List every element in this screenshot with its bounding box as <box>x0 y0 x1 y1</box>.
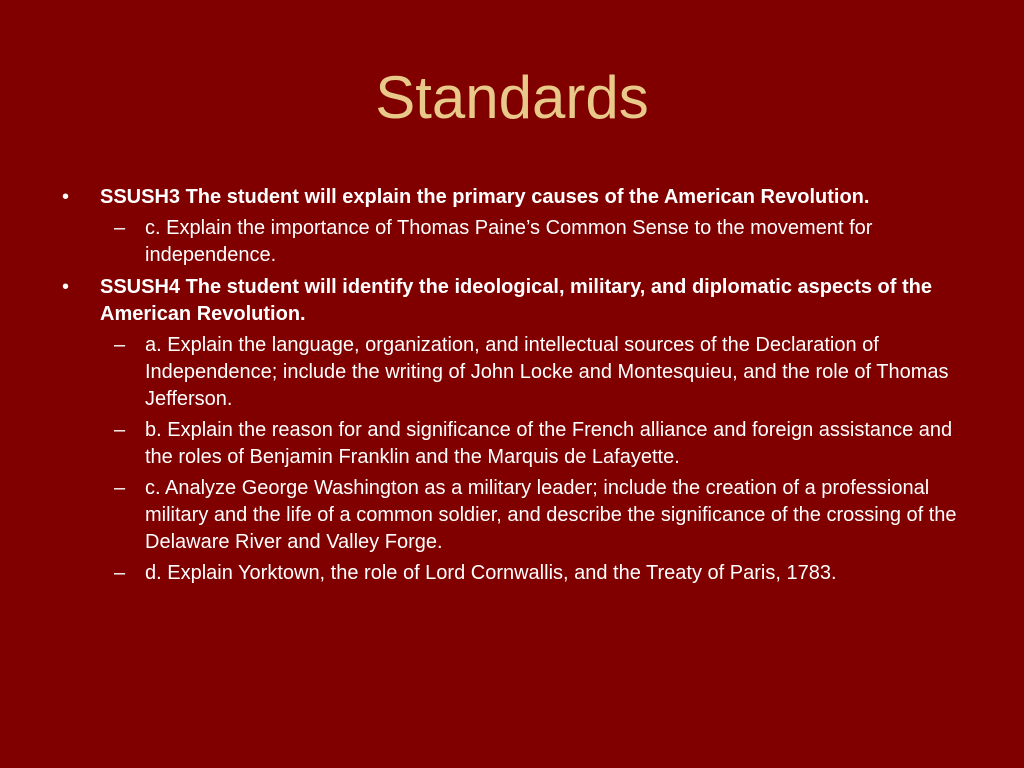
dash-icon: – <box>114 477 126 499</box>
sub-standard-item <box>100 417 962 471</box>
sub-standard-text: c. Explain the importance of Thomas Paine’s Common Sense to the movement for independence. <box>145 217 873 266</box>
standards-list <box>62 184 962 592</box>
bullet-icon: • <box>62 276 70 298</box>
dash-icon: – <box>114 334 126 356</box>
dash-icon: – <box>114 562 126 584</box>
standard-item-ssush3 <box>62 184 962 269</box>
sub-standard-text: d. Explain Yorktown, the role of Lord Cornwallis, and the Treaty of Paris, 1783. <box>145 562 837 584</box>
sub-standard-list <box>100 332 962 587</box>
sub-standard-item <box>100 332 962 413</box>
sub-standard-item <box>100 215 962 269</box>
sub-standard-text: c. Analyze George Washington as a military leader; include the creation of a professional military and the life of a common soldier, and describe the significance of the crossing of the Delaware River and Valley Forge. <box>145 477 957 553</box>
standard-text: SSUSH4 The student will identify the ideological, military, and diplomatic aspects of the American Revolution. <box>100 276 932 325</box>
sub-standard-item <box>100 475 962 556</box>
sub-standard-item <box>100 560 962 587</box>
dash-icon: – <box>114 419 126 441</box>
sub-standard-text: b. Explain the reason for and significance of the French alliance and foreign assistance and the roles of Benjamin Franklin and the Marquis de Lafayette. <box>145 419 953 468</box>
bullet-icon: • <box>62 186 70 208</box>
standard-item-ssush4 <box>62 274 962 587</box>
sub-standard-text: a. Explain the language, organization, and intellectual sources of the Declaration of Independence; include the writing of John Locke and Montesquieu, and the role of Thomas Jefferson. <box>145 334 949 410</box>
sub-standard-list <box>100 215 962 269</box>
dash-icon: – <box>114 217 126 239</box>
standard-text: SSUSH3 The student will explain the primary causes of the American Revolution. <box>100 186 870 208</box>
slide-title: Standards <box>375 64 649 131</box>
